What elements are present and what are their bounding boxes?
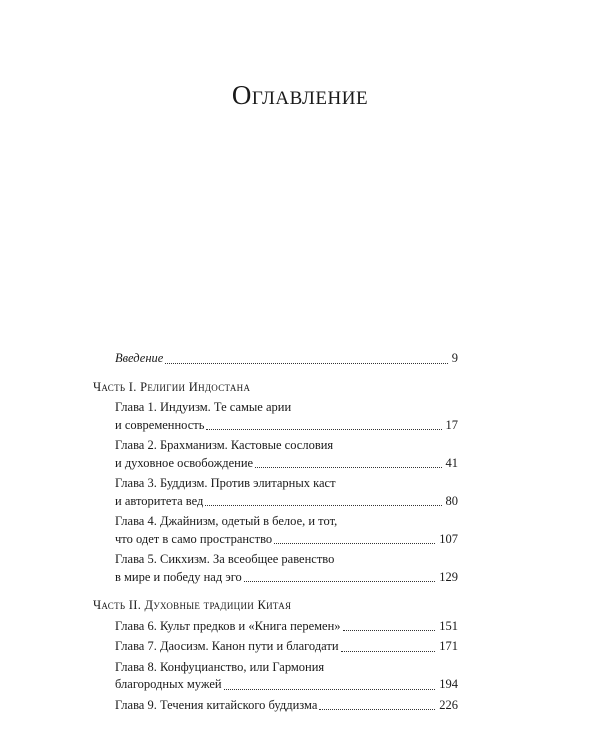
toc-chapter-entry[interactable] — [93, 551, 458, 586]
toc-page-number: 41 — [445, 455, 458, 470]
dot-leader — [205, 505, 441, 506]
toc-chapter-entry[interactable] — [93, 513, 458, 548]
dot-leader — [341, 651, 436, 652]
toc-chapter-title-line2: и духовное освобождение — [115, 455, 254, 470]
toc-chapter-entry[interactable] — [93, 475, 458, 510]
toc-page-number: 194 — [439, 677, 458, 691]
toc-chapter-entry[interactable] — [93, 399, 458, 434]
toc-chapter-title-line2: и современность — [115, 417, 205, 432]
toc-page-number: 151 — [439, 618, 458, 633]
toc-chapter-title: Глава 7. Даосизм. Канон пути и благодати — [115, 639, 339, 653]
page-title: Оглавление — [231, 80, 369, 110]
toc-chapter-title-line1: Глава 8. Конфуцианство, или Гармония — [115, 659, 325, 674]
toc-chapter-title-line1: Глава 3. Буддизм. Против элитарных каст — [115, 476, 336, 490]
dot-leader — [274, 543, 435, 544]
toc-page-number: 17 — [445, 417, 458, 432]
dot-leader — [343, 630, 436, 631]
toc-page-number: 80 — [445, 493, 458, 508]
toc-chapter-title-line2: и авторитета вед — [115, 493, 204, 508]
toc-chapter-entry[interactable] — [93, 659, 458, 694]
toc-chapter-title-line2: благородных мужей — [115, 677, 222, 691]
toc-page-number: 171 — [439, 639, 458, 653]
toc-chapter-entry[interactable] — [93, 437, 458, 472]
toc-entry-label: Введение — [115, 351, 164, 365]
toc-chapter-title-line1: Глава 1. Индуизм. Те самые арии — [115, 400, 292, 414]
toc-page-number: 129 — [439, 569, 458, 584]
toc-chapter-title: Глава 9. Течения китайского буддизма — [115, 697, 318, 712]
toc-chapter-title-line2: что одет в само пространство — [115, 531, 273, 546]
toc-chapter-title: Глава 6. Культ предков и «Книга перемен» — [115, 618, 341, 633]
toc-chapter-entry[interactable] — [93, 618, 458, 636]
dot-leader — [255, 467, 441, 468]
toc-chapter-title-line1: Глава 4. Джайнизм, одетый в белое, и тот, — [115, 514, 338, 528]
toc-page-number: 9 — [451, 351, 458, 365]
toc-page-number: 107 — [439, 531, 458, 546]
toc-part-heading: Часть I. Религии Индостана — [93, 379, 251, 394]
toc-part-heading: Часть II. Духовные традиции Китая — [93, 598, 292, 612]
toc-chapter-title-line2: в мире и победу над эго — [115, 569, 242, 584]
dot-leader — [165, 363, 447, 364]
dot-leader — [224, 689, 436, 690]
toc-chapter-title-line1: Глава 2. Брахманизм. Кастовые сословия — [115, 438, 334, 452]
dot-leader — [319, 709, 435, 710]
toc-chapter-entry[interactable] — [93, 638, 458, 656]
toc-entry-introduction[interactable] — [93, 350, 458, 368]
dot-leader — [206, 429, 441, 430]
toc-chapter-entry[interactable] — [93, 697, 458, 715]
toc-page-number: 226 — [439, 697, 458, 712]
dot-leader — [244, 581, 435, 582]
table-of-contents — [93, 350, 458, 714]
toc-chapter-title-line1: Глава 5. Сикхизм. За всеобщее равенство — [115, 552, 335, 566]
